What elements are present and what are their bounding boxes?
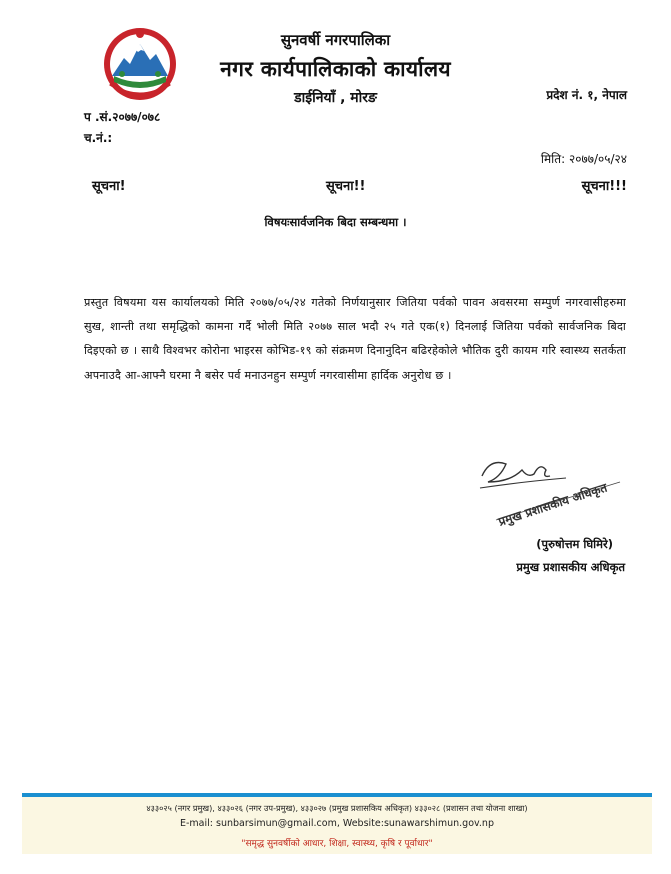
- notice-heading-1: सूचना!: [92, 179, 126, 194]
- stamp-text: प्रमुख प्रशासकीय अधिकृत: [496, 480, 609, 529]
- office-name: नगर कार्यपालिकाको कार्यालय: [220, 57, 451, 81]
- officer-name: (पुरुषोत्तम घिमिरे): [536, 537, 613, 551]
- office-location: डाईनियाँ , मोरङ: [294, 90, 377, 106]
- notice-heading-2: सूचना!!: [326, 179, 366, 194]
- province-label: प्रदेश नं. १, नेपाल: [546, 88, 627, 102]
- notice-heading-3: सूचना!!!: [581, 179, 627, 194]
- footer-contact: E-mail: sunbarsimun@gmail.com, Website:sunawarshimun.gov.np: [180, 818, 494, 829]
- notice-body: प्रस्तुत विषयमा यस कार्यालयको मिति २०७७/०५/२४ गतेको निर्णयानुसार जितिया पर्वको पावन अवसरमा सम्पुर्ण नगरवासीहरुमा सुख, शान्ती तथा समृद्धिको कामना गर्दै भोली मिति २०७७ साल भदौ २५ गते एक(१) दिनलाई जितिया पर्वको सार्वजनिक बिदा दिइएको छ । साथै विश्वभर कोरोना भाइरस कोभिड-१९ को संक्रमण दिनानुदिन बढिरहेकोले भौतिक दुरी कायम गरि स्वास्थ्य सतर्कता अपनाउदै आ-आफ्नै घरमा नै बसेर पर्व मनाउनहुन सम्पुर्ण नगरवासीमा हार्दिक अनुरोध छ ।: [84, 296, 626, 382]
- officer-title: प्रमुख प्रशासकीय अधिकृत: [516, 560, 625, 574]
- footer-phone-numbers: ४३३०२५ (नगर प्रमुख), ४३३०२६ (नगर उप-प्रमुख), ४३३०२७ (प्रमुख प्रशासकिय अधिकृत) ४३३०२८ (प्रशासन तथा योजना शाखा): [146, 803, 528, 813]
- signature-stamp: [470, 448, 630, 543]
- letter-date: मिति: २०७७/०५/२४: [540, 152, 627, 166]
- footer-slogan: "समृद्ध सुनवर्षीको आधार, शिक्षा, स्वास्थ्य, कृषि र पूर्वाधार": [241, 839, 433, 849]
- subject-line: विषयःसार्वजनिक बिदा सम्बन्धमा ।: [264, 215, 407, 229]
- reference-number: प .सं.२०७७/०७८: [84, 110, 161, 124]
- dispatch-number: च.नं.:: [84, 131, 113, 145]
- municipality-name: सुनवर्षी नगरपालिका: [280, 31, 391, 49]
